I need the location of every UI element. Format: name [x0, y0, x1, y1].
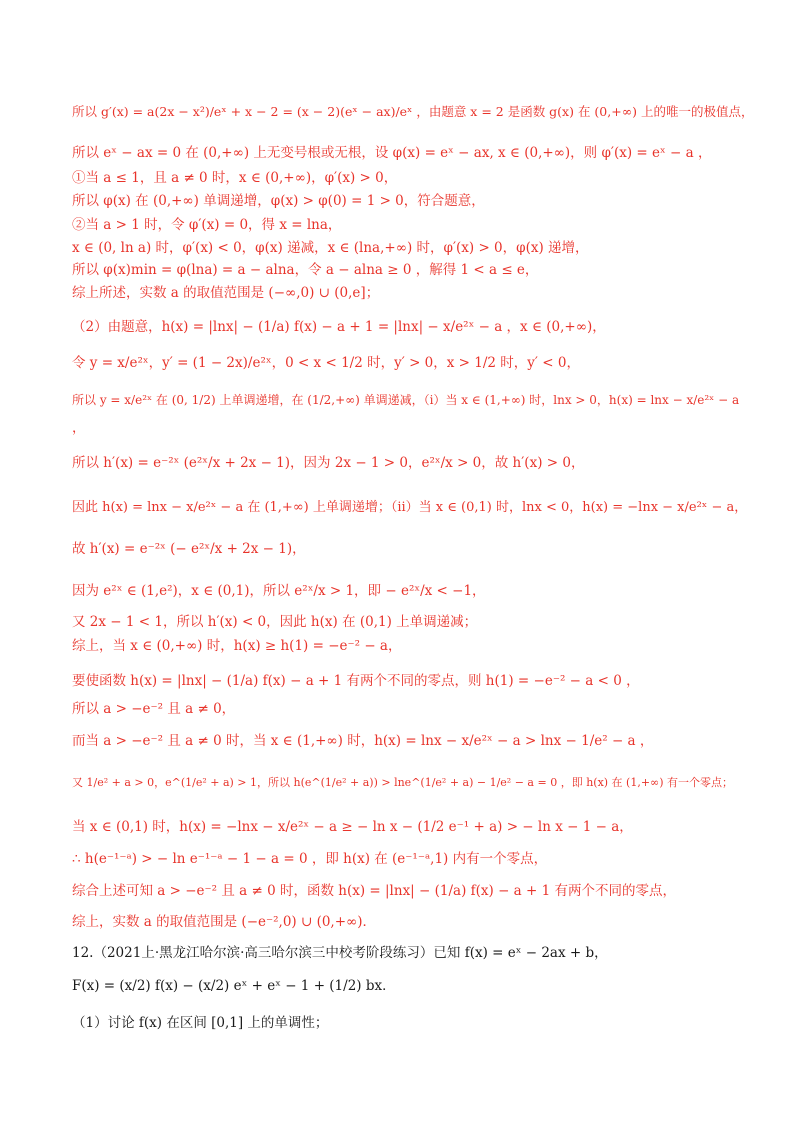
- solution-line: ①当 a ≤ 1，且 a ≠ 0 时，x ∈ (0,+∞)，φ′(x) > 0，: [72, 170, 398, 186]
- solution-line: 令 y = x/e²ˣ，y′ = (1 − 2x)/e²ˣ，0 < x < 1/2 时，y′ > 0，x > 1/2 时，y′ < 0，: [72, 355, 580, 371]
- solution-line: 所以 φ(x)min = φ(lna) = a − alna，令 a − alna ≥ 0 ，解得 1 < a ≤ e，: [72, 262, 539, 278]
- solution-line: （2）由题意，h(x) = |lnx| − (1/a) f(x) − a + 1 = |lnx| − x/e²ˣ − a ，x ∈ (0,+∞)，: [72, 319, 606, 335]
- solution-line: 所以 h′(x) = e⁻²ˣ (e²ˣ/x + 2x − 1)，因为 2x − 1 > 0，e²ˣ/x > 0，故 h′(x) > 0，: [72, 455, 585, 471]
- solution-line: 综合上述可知 a > −e⁻² 且 a ≠ 0 时，函数 h(x) = |lnx| − (1/a) f(x) − a + 1 有两个不同的零点，: [72, 883, 676, 899]
- solution-line: 所以 g′(x) = a(2x − x²)/eˣ + x − 2 = (x − 2)(eˣ − ax)/eˣ ，由题意 x = 2 是函数 g(x) 在 (0,+∞) 上的唯一的极值点，: [72, 104, 754, 119]
- solution-line: 所以 y = x/e²ˣ 在 (0, 1/2) 上单调递增，在 (1/2,+∞) 单调递减，（i）当 x ∈ (1,+∞) 时，lnx > 0，h(x) = lnx − x/e²ˣ − a: [72, 393, 740, 407]
- problem-line: F(x) = (x/2) f(x) − (x/2) eˣ + eˣ − 1 + (1/2) bx．: [72, 978, 396, 994]
- solution-line: 故 h′(x) = e⁻²ˣ (− e²ˣ/x + 2x − 1)，: [72, 541, 306, 557]
- solution-line: ∴ h(e⁻¹⁻ᵃ) > − ln e⁻¹⁻ᵃ − 1 − a = 0 ，即 h(x) 在 (e⁻¹⁻ᵃ,1) 内有一个零点，: [72, 851, 548, 867]
- solution-line: 而当 a > −e⁻² 且 a ≠ 0 时，当 x ∈ (1,+∞) 时，h(x) = lnx − x/e²ˣ − a > lnx − 1/e² − a ，: [72, 733, 654, 749]
- solution-line: 综上，实数 a 的取值范围是 (−e⁻²,0) ∪ (0,+∞)．: [72, 914, 377, 930]
- solution-line: 当 x ∈ (0,1) 时，h(x) = −lnx − x/e²ˣ − a ≥ − ln x − (1/2 e⁻¹ + a) > − ln x − 1 − a，: [72, 819, 633, 835]
- solution-line: 所以 φ(x) 在 (0,+∞) 单调递增，φ(x) > φ(0) = 1 > 0，符合题意，: [72, 193, 485, 209]
- solution-line: 所以 eˣ − ax = 0 在 (0,+∞) 上无变号根或无根，设 φ(x) = eˣ − ax, x ∈ (0,+∞)，则 φ′(x) = eˣ − a ，: [72, 145, 712, 161]
- problem-heading: 12.（2021上·黑龙江哈尔滨·高三哈尔滨三中校考阶段练习）已知 f(x) = eˣ − 2ax + b，: [72, 945, 608, 961]
- solution-line: 因此 h(x) = lnx − x/e²ˣ − a 在 (1,+∞) 上单调递增；（ii）当 x ∈ (0,1) 时，lnx < 0，h(x) = −lnx − x/e²ˣ − a，: [72, 500, 748, 515]
- solution-line: 又 2x − 1 < 1，所以 h′(x) < 0，因此 h(x) 在 (0,1) 上单调递减；: [72, 614, 478, 630]
- solution-line: 所以 a > −e⁻² 且 a ≠ 0，: [72, 701, 236, 717]
- problem-part-1: （1）讨论 f(x) 在区间 [0,1] 上的单调性；: [72, 1015, 329, 1031]
- solution-line: 综上，当 x ∈ (0,+∞) 时，h(x) ≥ h(1) = −e⁻² − a，: [72, 638, 402, 654]
- solution-line: 综上所述，实数 a 的取值范围是 (−∞,0) ∪ (0,e]；: [72, 285, 380, 301]
- solution-line: x ∈ (0, ln a) 时，φ′(x) < 0，φ(x) 递减，x ∈ (lna,+∞) 时，φ′(x) > 0，φ(x) 递增，: [72, 240, 589, 256]
- solution-line: ，: [72, 420, 86, 436]
- solution-line: 因为 e²ˣ ∈ (1,e²)，x ∈ (0,1)，所以 e²ˣ/x > 1，即 − e²ˣ/x < −1，: [72, 583, 486, 599]
- solution-line: 又 1/e² + a > 0，e^(1/e² + a) > 1，所以 h(e^(1/e² + a)) > lne^(1/e² + a) − 1/e² − a = 0 ，即 h(x) 在 (1,+∞) 有一个零点；: [72, 776, 734, 789]
- solution-line: 要使函数 h(x) = |lnx| − (1/a) f(x) − a + 1 有两个不同的零点，则 h(1) = −e⁻² − a < 0 ，: [72, 673, 640, 689]
- solution-line: ②当 a > 1 时，令 φ′(x) = 0，得 x = lna，: [72, 217, 342, 233]
